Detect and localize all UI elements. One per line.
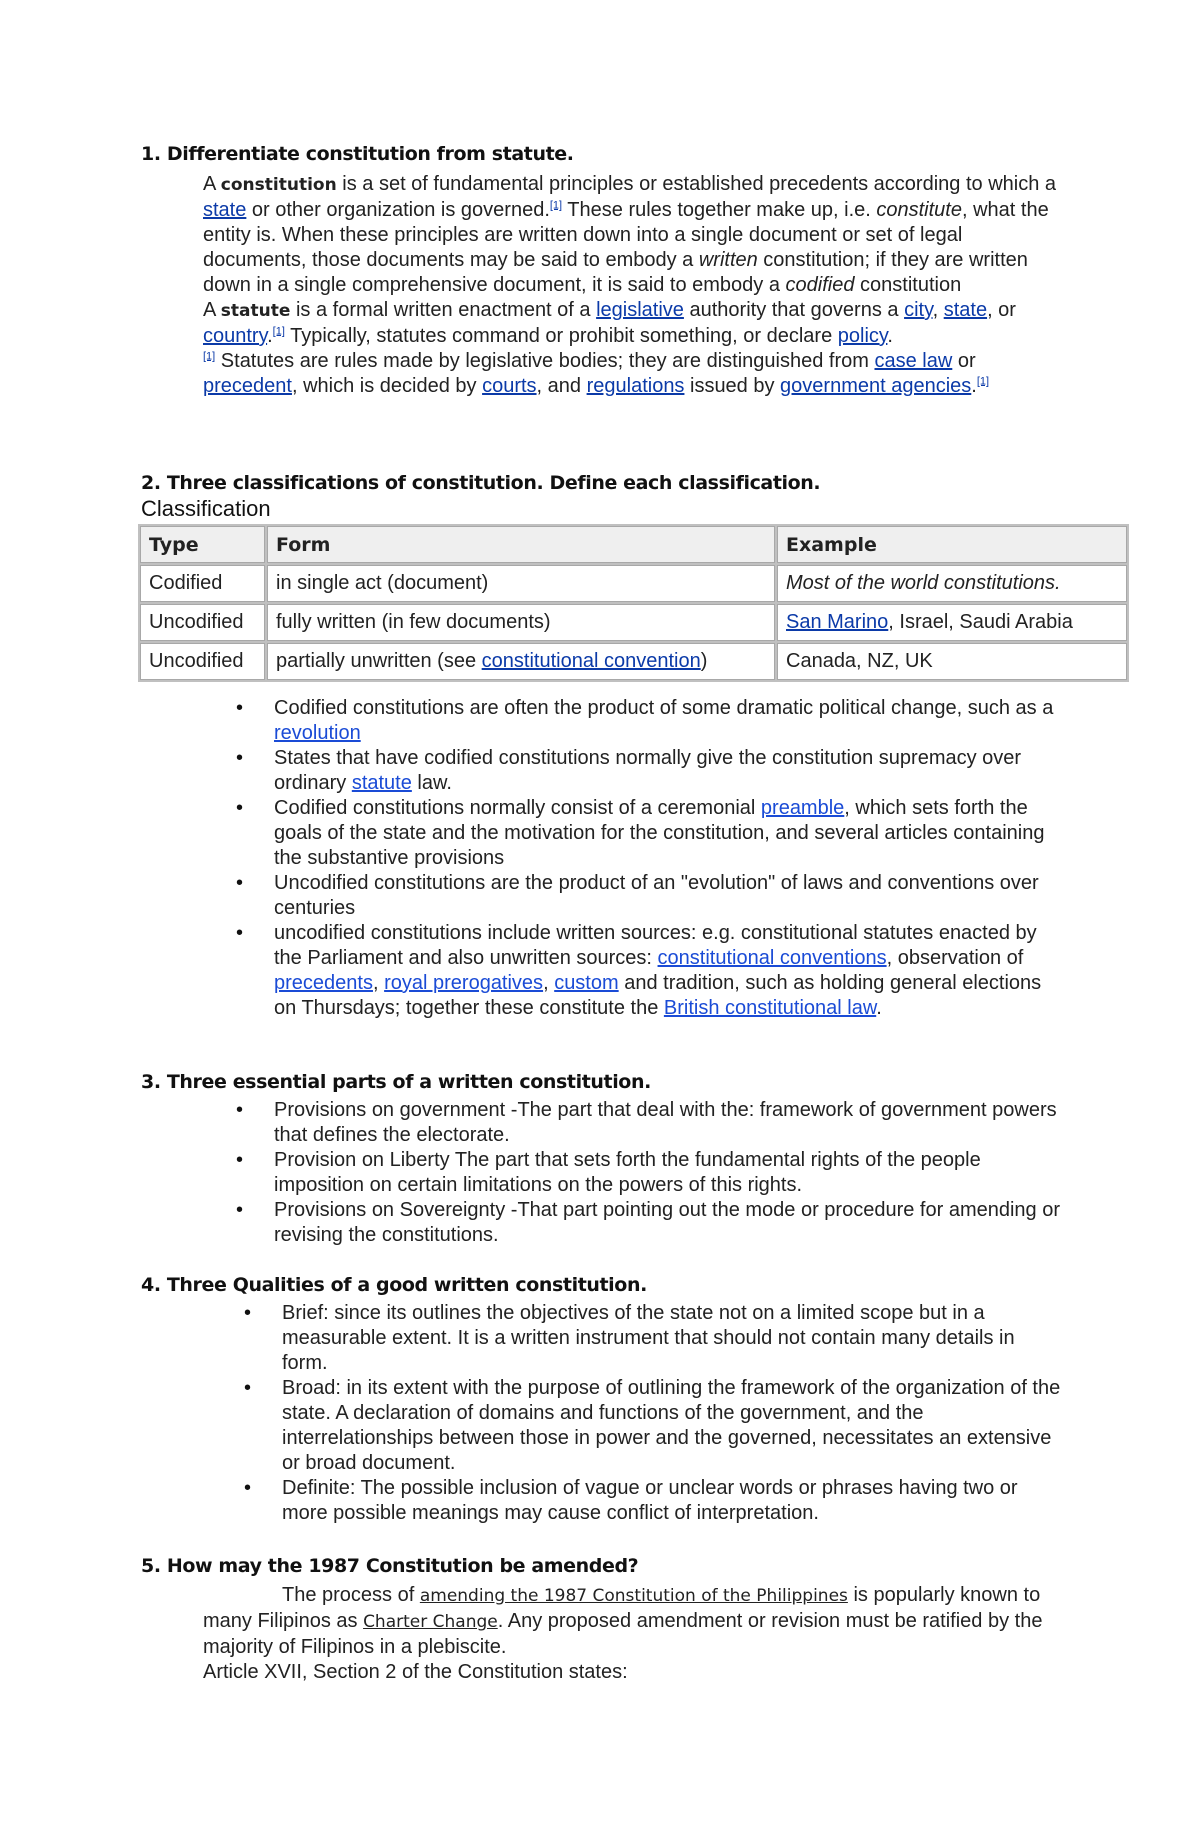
text: . bbox=[887, 325, 893, 347]
list-item: • Provisions on Sovereignty -That part pointing out the mode or procedure for amending or revising the constitutions. bbox=[274, 1198, 1064, 1248]
link-royal-prerogatives[interactable]: royal prerogatives bbox=[384, 972, 544, 994]
text: . bbox=[267, 325, 273, 347]
text: A bbox=[203, 173, 221, 195]
question-1-heading: 1. Differentiate constitution from statute. bbox=[141, 143, 574, 165]
classification-bullets bbox=[274, 696, 1064, 1021]
table-header-row bbox=[140, 526, 1127, 563]
term-statute: statute bbox=[220, 301, 291, 321]
link-revolution[interactable]: revolution bbox=[274, 722, 361, 744]
italic-codified: codified bbox=[785, 274, 855, 296]
statute-paragraph bbox=[203, 298, 1063, 399]
link-amending-1987-constitution[interactable]: amending the 1987 Constitution of the Philippines bbox=[419, 1586, 848, 1606]
question-2-heading: 2. Three classifications of constitution. Define each classification. bbox=[141, 472, 821, 494]
text: is a set of fundamental principles or established precedents according to which a bbox=[336, 173, 1056, 195]
text: States that have codified constitutions normally give the constitution supremacy over ordinary bbox=[274, 747, 1022, 794]
link-custom[interactable]: custom bbox=[554, 972, 619, 994]
text: , which sets forth the goals of the state and the motivation for the constitution, and several articles containing the substantive provisions bbox=[274, 797, 1045, 869]
list-item bbox=[274, 921, 1064, 1021]
constitution-paragraph bbox=[203, 172, 1063, 298]
link-government-agencies[interactable]: government agencies bbox=[780, 375, 972, 397]
text: Codified constitutions are often the product of some dramatic political change, such as a bbox=[274, 697, 1054, 719]
cell-form bbox=[267, 643, 775, 680]
example-text: , Israel, Saudi Arabia bbox=[888, 611, 1073, 633]
cell-form: fully written (in few documents) bbox=[267, 604, 775, 641]
text: , observation of bbox=[886, 947, 1024, 969]
essential-parts-list bbox=[274, 1098, 1064, 1248]
list-item: • Provisions on government -The part that deal with the: framework of government powers that defines the electorate. bbox=[274, 1098, 1064, 1148]
cell-example bbox=[777, 565, 1127, 602]
link-preamble[interactable]: preamble bbox=[760, 797, 845, 819]
link-precedents[interactable]: precedents bbox=[274, 972, 373, 994]
cell-form: in single act (document) bbox=[267, 565, 775, 602]
link-british-constitutional-law[interactable]: British constitutional law bbox=[663, 997, 877, 1019]
article-text: Article XVII, Section 2 of the Constitution states: bbox=[203, 1661, 628, 1683]
table-row bbox=[140, 643, 1127, 680]
classification-table bbox=[138, 524, 1129, 682]
text: , what the entity is. When these principles are written down into a single document or set of legal documents, those documents may be said to embody a bbox=[203, 199, 1049, 271]
header-form: Form bbox=[267, 526, 775, 563]
list-item: • Definite: The possible inclusion of vague or unclear words or phrases having two or more possible meanings may cause conflict of interpretation. bbox=[282, 1476, 1062, 1526]
constitution-definition bbox=[203, 172, 1063, 399]
link-constitutional-conventions[interactable]: constitutional conventions bbox=[657, 947, 887, 969]
link-policy[interactable]: policy bbox=[837, 325, 888, 347]
question-3-heading: 3. Three essential parts of a written constitution. bbox=[141, 1071, 651, 1093]
reference-link[interactable]: [1] bbox=[976, 375, 990, 388]
text: , bbox=[372, 972, 385, 994]
text: , which is decided by bbox=[291, 375, 483, 397]
link-constitutional-convention[interactable]: constitutional convention bbox=[481, 650, 701, 672]
list-item: • Brief: since its outlines the objectives of the state not on a limited scope but in a measurable extent. It is a written instrument that should not contain many details in form. bbox=[282, 1301, 1062, 1376]
header-example: Example bbox=[777, 526, 1127, 563]
text: authority that governs a bbox=[683, 299, 905, 321]
amendment-text bbox=[203, 1583, 1063, 1660]
link-precedent[interactable]: precedent bbox=[203, 375, 292, 397]
list-item: • Broad: in its extent with the purpose of outlining the framework of the organization of the state. A declaration of domains and functions of the government, and the interrelationships between those in power and the governed, necessitates an extensive or broad document. bbox=[282, 1376, 1062, 1476]
reference-link[interactable]: [1] bbox=[272, 325, 285, 338]
link-legislative[interactable]: legislative bbox=[596, 299, 684, 321]
question-5-heading: 5. How may the 1987 Constitution be amended? bbox=[141, 1555, 639, 1577]
cell-type: Codified bbox=[140, 565, 265, 602]
text: or other organization is governed. bbox=[246, 199, 550, 221]
question-4-heading: 4. Three Qualities of a good written constitution. bbox=[141, 1274, 647, 1296]
form-text: partially unwritten (see bbox=[276, 650, 482, 672]
reference-link[interactable]: [1] bbox=[203, 350, 216, 363]
link-statute[interactable]: statute bbox=[351, 772, 412, 794]
link-country[interactable]: country bbox=[203, 325, 268, 347]
cell-example bbox=[777, 604, 1127, 641]
reference-link[interactable]: [1] bbox=[549, 199, 563, 212]
text: , bbox=[932, 299, 944, 321]
text: is a formal written enactment of a bbox=[290, 299, 597, 321]
link-charter-change[interactable]: Charter Change bbox=[363, 1612, 498, 1632]
table-row bbox=[140, 604, 1127, 641]
text: . Any proposed amendment or revision must be ratified by the majority of Filipinos in a plebiscite. bbox=[203, 1610, 1043, 1658]
list-item bbox=[274, 796, 1064, 871]
link-courts[interactable]: courts bbox=[482, 375, 537, 397]
header-type: Type bbox=[140, 526, 265, 563]
list-item: • Provision on Liberty The part that sets forth the fundamental rights of the people imposition on certain limitations on the powers of this rights. bbox=[274, 1148, 1064, 1198]
link-san-marino[interactable]: San Marino bbox=[786, 611, 889, 633]
text: The process of bbox=[282, 1584, 420, 1606]
link-case-law[interactable]: case law bbox=[874, 350, 953, 372]
text: is popularly known to many Filipinos as bbox=[203, 1584, 1041, 1632]
cell-type: Uncodified bbox=[140, 643, 265, 680]
text: . bbox=[971, 375, 977, 397]
form-text: ) bbox=[700, 650, 708, 672]
text: Codified constitutions normally consist of a ceremonial bbox=[274, 797, 761, 819]
text: constitution; if they are written down in a single comprehensive document, it is said to embody a bbox=[203, 249, 1028, 296]
text: , or bbox=[987, 299, 1016, 321]
link-city[interactable]: city bbox=[904, 299, 933, 321]
text: These rules together make up, i.e. bbox=[562, 199, 877, 221]
text: Statutes are rules made by legislative bodies; they are distinguished from bbox=[215, 350, 875, 372]
list-item bbox=[274, 696, 1064, 746]
cell-example: Canada, NZ, UK bbox=[777, 643, 1127, 680]
text: Typically, statutes command or prohibit something, or declare bbox=[284, 325, 838, 347]
text: A bbox=[203, 299, 221, 321]
link-regulations[interactable]: regulations bbox=[586, 375, 685, 397]
text: . bbox=[876, 997, 882, 1019]
table-row bbox=[140, 565, 1127, 602]
amendment-paragraph bbox=[203, 1583, 1063, 1685]
text: uncodified constitutions include written sources: e.g. constitutional statutes enacted by the Parliament and also unwritten sources: bbox=[274, 922, 1037, 969]
italic-constitute: constitute bbox=[876, 199, 962, 221]
text: and tradition, such as holding general elections on Thursdays; together these constitute the bbox=[274, 972, 1042, 1019]
cell-type: Uncodified bbox=[140, 604, 265, 641]
link-state[interactable]: state bbox=[943, 299, 988, 321]
qualities-list bbox=[282, 1301, 1062, 1526]
text: constitution bbox=[854, 274, 962, 296]
example-text: Most of the world constitutions. bbox=[786, 572, 1061, 594]
text: or bbox=[952, 350, 976, 372]
text: , and bbox=[536, 375, 587, 397]
text: law. bbox=[411, 772, 452, 794]
list-item: • Uncodified constitutions are the product of an "evolution" of laws and conventions over centuries bbox=[274, 871, 1064, 921]
term-constitution: constitution bbox=[220, 175, 337, 195]
text: issued by bbox=[684, 375, 781, 397]
table-title: Classification bbox=[141, 496, 271, 521]
text: , bbox=[543, 972, 555, 994]
list-item bbox=[274, 746, 1064, 796]
italic-written: written bbox=[698, 249, 758, 271]
link-state[interactable]: state bbox=[203, 199, 247, 221]
